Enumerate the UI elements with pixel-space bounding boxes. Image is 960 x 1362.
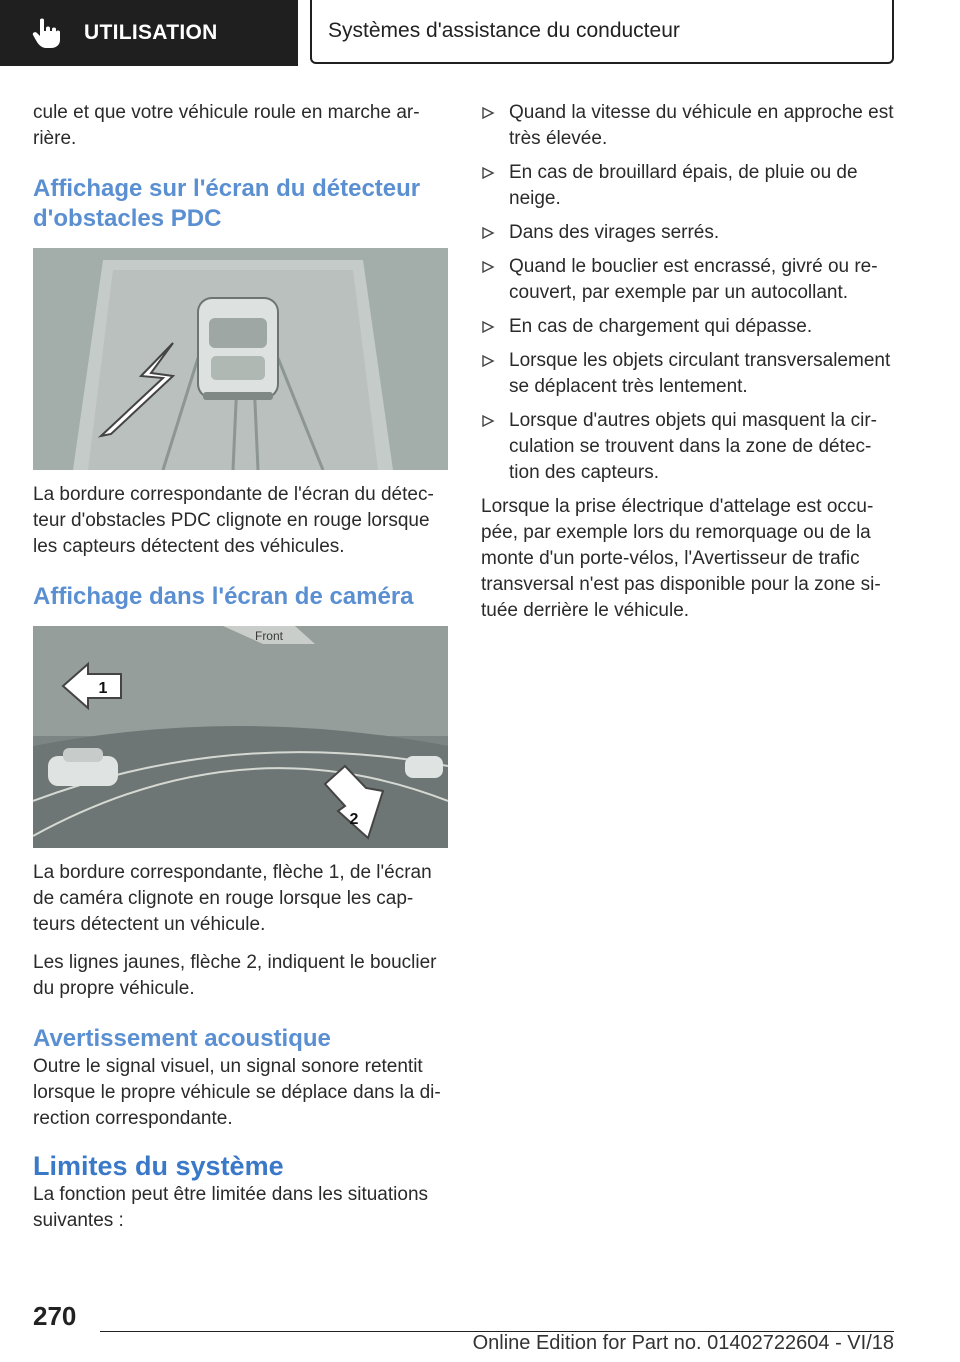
limits-paragraph: La fonction peut être limitée dans les situations suivantes :	[33, 1184, 429, 1231]
intro-paragraph: cule et que votre véhicule roule en marche ar-rière.	[33, 102, 420, 149]
edition-label: Online Edition for Part no. 01402722604 - VI/18	[472, 1332, 894, 1354]
camera-paragraph-2: Les lignes jaunes, flèche 2, indiquent le bouclier du propre véhicule.	[33, 952, 437, 999]
heading-camera-display: Affichage dans l'écran de caméra	[33, 583, 414, 610]
heading-system-limits: Limites du système	[33, 1151, 284, 1181]
section-tab[interactable]	[0, 0, 298, 66]
trailer-paragraph: Lorsque la prise électrique d'attelage est occu-pée, par exemple lors du remorquage ou de la monte d'un porte-vélos, l'Avertisseur de trafic transversal n'est pas disponible pour la zone si-tuée derrière le véhicule.	[481, 496, 881, 621]
right-column	[481, 100, 901, 624]
chapter-tab[interactable]	[310, 0, 894, 64]
pdc-paragraph: La bordure correspondante de l'écran du détec-teur d'obstacles PDC clignote en rouge lorsque les capteurs détectent des véhicules.	[33, 484, 434, 557]
heading-pdc-display: Affichage sur l'écran du détecteur d'obstacles PDC	[33, 175, 421, 232]
section-title: UTILISATION	[84, 21, 218, 44]
page-header	[0, 0, 960, 66]
triangle-bullet-icon	[481, 226, 495, 240]
limits-list	[481, 100, 901, 486]
page-footer	[0, 1295, 960, 1362]
heading-acoustic-warning: Avertissement acoustique	[33, 1025, 331, 1052]
left-column	[33, 100, 448, 1234]
chapter-title: Systèmes d'assistance du conducteur	[328, 19, 680, 42]
list-item: Lorsque les objets circulant transversalement se déplacent très lentement.	[481, 348, 901, 400]
list-item: Dans des virages serrés.	[481, 220, 901, 246]
hand-pointer-icon	[30, 16, 64, 50]
camera-display-figure	[33, 626, 448, 848]
triangle-bullet-icon	[481, 106, 495, 120]
pdc-display-figure	[33, 248, 448, 470]
list-item: Quand le bouclier est encrassé, givré ou re-couvert, par exemple par un autocollant.	[481, 254, 901, 306]
triangle-bullet-icon	[481, 166, 495, 180]
arrow-1-label: 1	[98, 680, 108, 697]
list-item: Lorsque d'autres objets qui masquent la cir-culation se trouvent dans la zone de détec-tion des capteurs.	[481, 408, 901, 486]
triangle-bullet-icon	[481, 414, 495, 428]
list-item: En cas de chargement qui dépasse.	[481, 314, 901, 340]
front-label: Front	[254, 629, 284, 643]
arrow-2-label: 2	[349, 811, 359, 828]
vehicle-top-view	[198, 298, 278, 400]
camera-paragraph-1: La bordure correspondante, flèche 1, de l'écran de caméra clignote en rouge lorsque les cap-teurs détectent un véhicule.	[33, 862, 432, 935]
triangle-bullet-icon	[481, 320, 495, 334]
car-right	[405, 756, 443, 778]
page-number: 270	[33, 1301, 77, 1331]
triangle-bullet-icon	[481, 260, 495, 274]
list-item: Quand la vitesse du véhicule en approche est très élevée.	[481, 100, 901, 152]
triangle-bullet-icon	[481, 354, 495, 368]
list-item: En cas de brouillard épais, de pluie ou de neige.	[481, 160, 901, 212]
acoustic-paragraph: Outre le signal visuel, un signal sonore retentit lorsque le propre véhicule se déplace dans la di-rection correspondante.	[33, 1056, 441, 1129]
